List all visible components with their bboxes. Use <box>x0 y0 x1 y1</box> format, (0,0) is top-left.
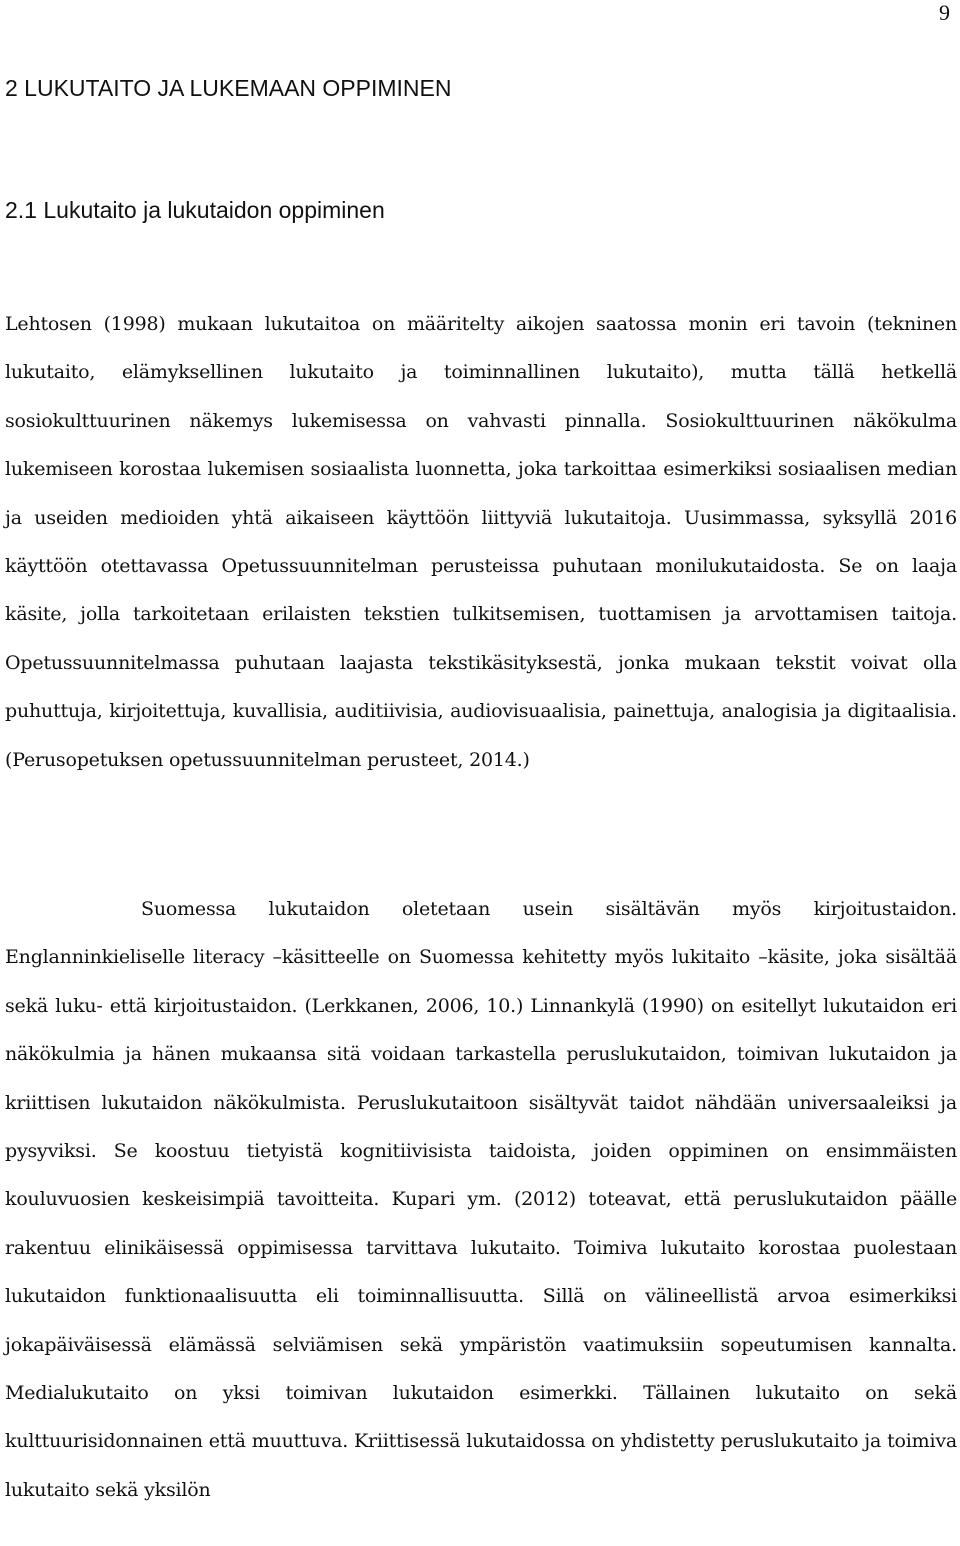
body-paragraph: Suomessa lukutaidon oletetaan usein sisältävän myös kirjoitustaidon. Englanninkieliselle literacy –käsitteelle on Suomessa kehitetty myös lukitaito –käsite, joka sisältää sekä luku- että kirjoitustaidon. (Lerkkanen, 2006, 10.) Linnankylä (1990) on esitellyt lukutaidon eri näkökulmia ja hänen mukaansa sitä voidaan tarkastella peruslukutaidon, toimivan lukutaidon ja kriittisen lukutaidon näkökulmista. Peruslukutaitoon sisältyvät taidot nähdään universaaleiksi ja pysyviksi. Se koostuu tietyistä kognitiivisista taidoista, joiden oppiminen on ensimmäisten kouluvuosien keskeisimpiä tavoitteita. Kupari ym. (2012) toteavat, että peruslukutaidon päälle rakentuu elinikäisessä oppimisessa tarvittava lukutaito. Toimiva lukutaito korostaa puolestaan lukutaidon funktionaalisuutta eli toiminnallisuutta. Sillä on välineellistä arvoa esimerkiksi jokapäiväisessä elämässä selviämisen sekä ympäristön vaatimuksiin sopeutumisen kannalta. Medialukutaito on yksi toimivan lukutaidon esimerkki. Tällainen lukutaito on sekä kulttuurisidonnainen että muuttuva. Kriittisessä lukutaidossa on yhdistetty peruslukutaito ja toimiva lukutaito sekä yksilön <box>5 898 957 1501</box>
section-title: 2.1 Lukutaito ja lukutaidon oppiminen <box>5 197 385 223</box>
body-paragraph: Lehtosen (1998) mukaan lukutaitoa on määritelty aikojen saatossa monin eri tavoin (tekninen lukutaito, elämyksellinen lukutaito ja toiminnallinen lukutaito), mutta tällä hetkellä sosiokulttuurinen näkemys lukemisessa on vahvasti pinnalla. Sosiokulttuurinen näkökulma lukemiseen korostaa lukemisen sosiaalista luonnetta, joka tarkoittaa esimerkiksi sosiaalisen median ja useiden medioiden yhtä aikaiseen käyttöön liittyviä lukutaitoja. Uusimmassa, syksyllä 2016 käyttöön otettavassa Opetussuunnitelman perusteissa puhutaan monilukutaidosta. Se on laaja käsite, jolla tarkoitetaan erilaisten tekstien tulkitsemisen, tuottamisen ja arvottamisen taitoja. Opetussuunnitelmassa puhutaan laajasta tekstikäsityksestä, jonka mukaan tekstit voivat olla puhuttuja, kirjoitettuja, kuvallisia, auditiivisia, audiovisuaalisia, painettuja, analogisia ja digitaalisia. (Perusopetuksen opetussuunnitelman perusteet, 2014.) <box>5 313 957 771</box>
page-number: 9 <box>939 0 950 25</box>
chapter-title: 2 LUKUTAITO JA LUKEMAAN OPPIMINEN <box>5 75 452 101</box>
